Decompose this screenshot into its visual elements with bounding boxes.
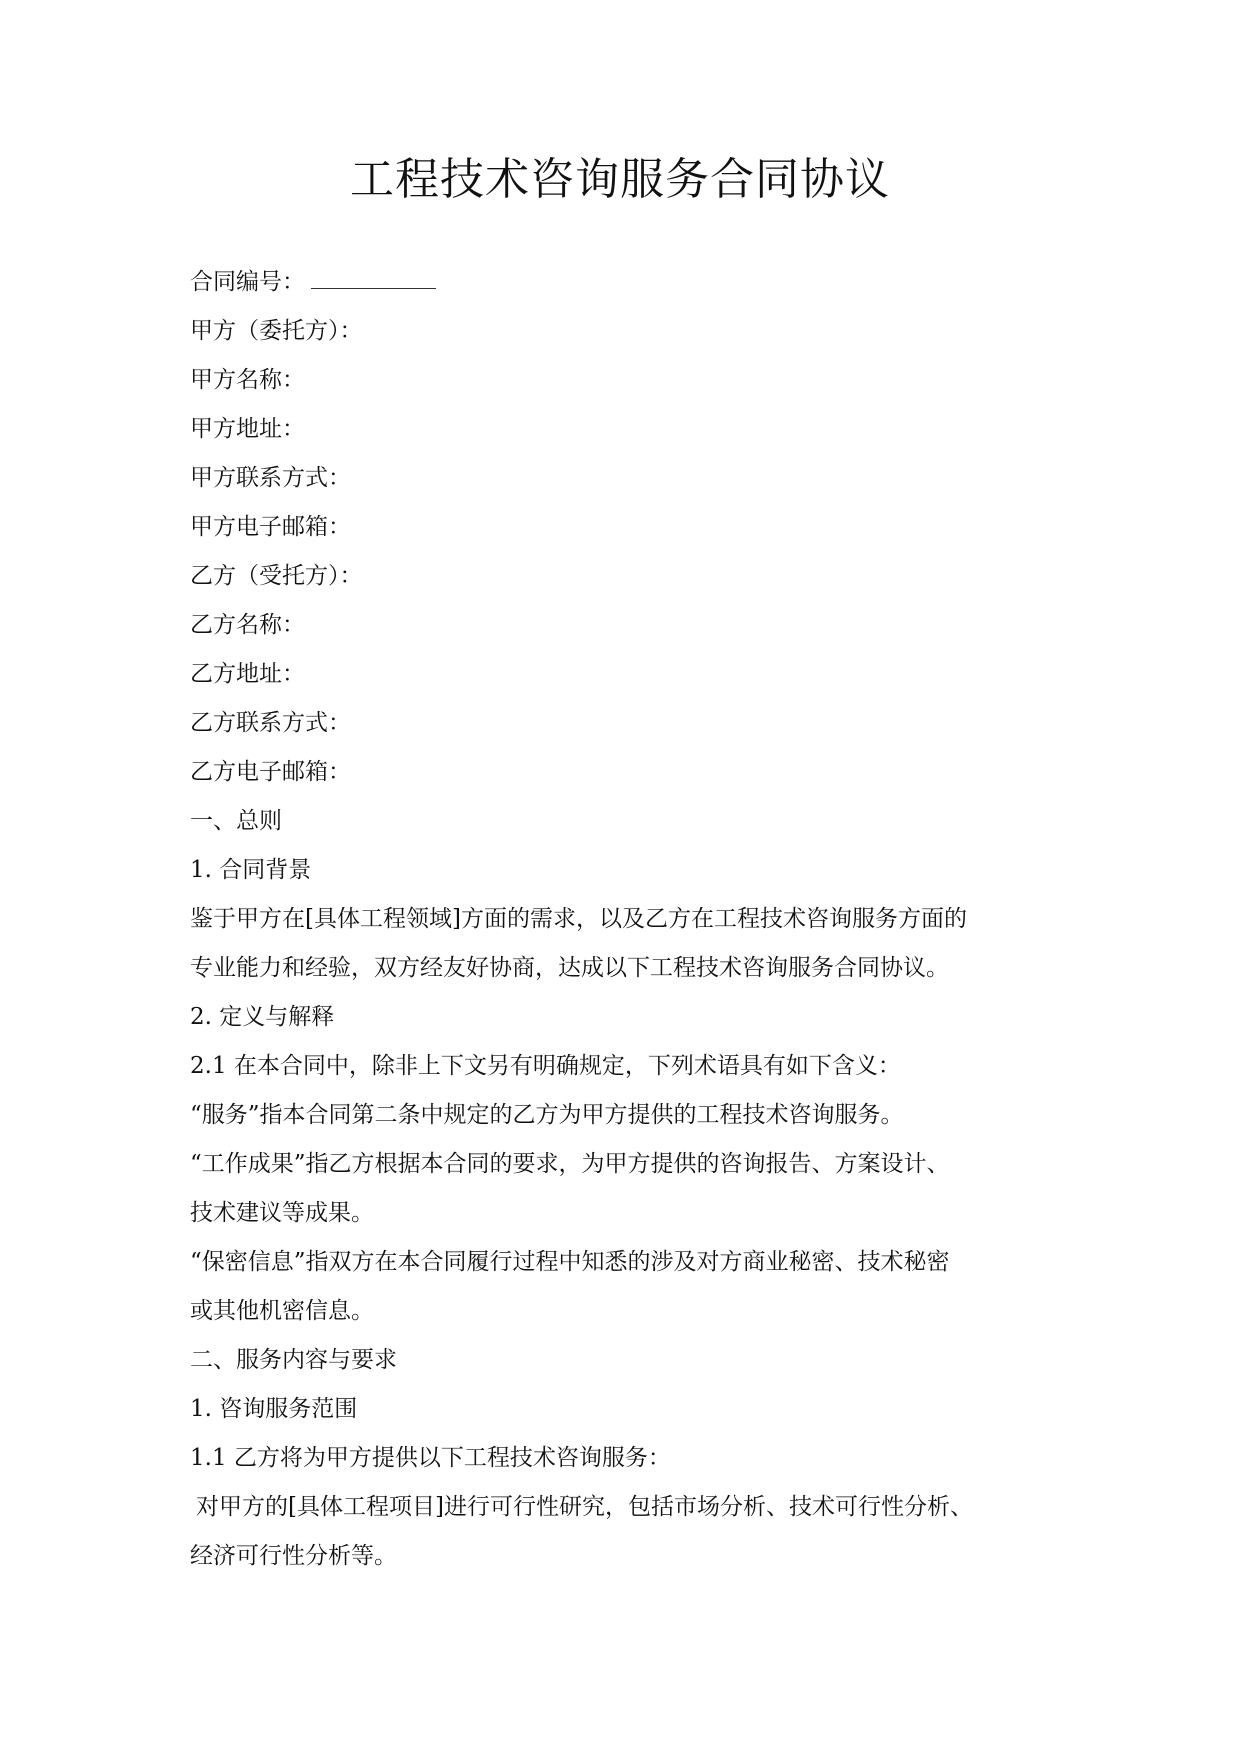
section-2-1-heading: 1. 咨询服务范围: [190, 1396, 358, 1422]
definition-work-product-line-2: 技术建议等成果。: [190, 1200, 374, 1226]
background-paragraph-line-2: 专业能力和经验，双方经友好协商，达成以下工程技术咨询服务合同协议。: [190, 955, 949, 981]
party-b-contact-label: 乙方联系方式：: [190, 710, 351, 736]
service-item-line-2: 经济可行性分析等。: [190, 1543, 397, 1569]
party-a-address-label: 甲方地址：: [190, 416, 305, 442]
contract-number-label: 合同编号：: [190, 269, 305, 295]
contract-number-blank: [311, 272, 436, 289]
party-b-address-label: 乙方地址：: [190, 661, 305, 687]
section-2-heading: 二、服务内容与要求: [190, 1347, 397, 1373]
party-a-name-label: 甲方名称：: [190, 367, 305, 393]
contract-number-field: [190, 258, 1070, 307]
definition-confidential-line-1: “保密信息”指双方在本合同履行过程中知悉的涉及对方商业秘密、技术秘密: [190, 1249, 950, 1275]
background-paragraph-line-1: 鉴于甲方在[具体工程领域]方面的需求，以及乙方在工程技术咨询服务方面的: [190, 906, 967, 932]
party-a-contact-label: 甲方联系方式：: [190, 465, 351, 491]
definition-work-product-line-1: “工作成果”指乙方根据本合同的要求，为甲方提供的咨询报告、方案设计、: [190, 1151, 950, 1177]
document-body: [190, 258, 1070, 1581]
clause-2-1: 2.1 在本合同中，除非上下文另有明确规定，下列术语具有如下含义：: [190, 1053, 901, 1079]
section-1-heading: 一、总则: [190, 808, 282, 834]
definition-service: “服务”指本合同第二条中规定的乙方为甲方提供的工程技术咨询服务。: [190, 1102, 904, 1128]
section-1-2-heading: 2. 定义与解释: [190, 1004, 335, 1030]
clause-1-1: 1.1 乙方将为甲方提供以下工程技术咨询服务：: [190, 1445, 671, 1471]
party-b-name-label: 乙方名称：: [190, 612, 305, 638]
party-a-email-label: 甲方电子邮箱：: [190, 514, 351, 540]
party-a-heading: 甲方（委托方）：: [190, 318, 363, 344]
definition-confidential-line-2: 或其他机密信息。: [190, 1298, 374, 1324]
section-1-1-heading: 1. 合同背景: [190, 857, 312, 883]
party-b-heading: 乙方（受托方）：: [190, 563, 363, 589]
service-item-line-1: 对甲方的[具体工程项目]进行可行性研究，包括市场分析、技术可行性分析、: [196, 1494, 973, 1520]
party-b-email-label: 乙方电子邮箱：: [190, 759, 351, 785]
document-title: 工程技术咨询服务合同协议: [350, 154, 890, 205]
